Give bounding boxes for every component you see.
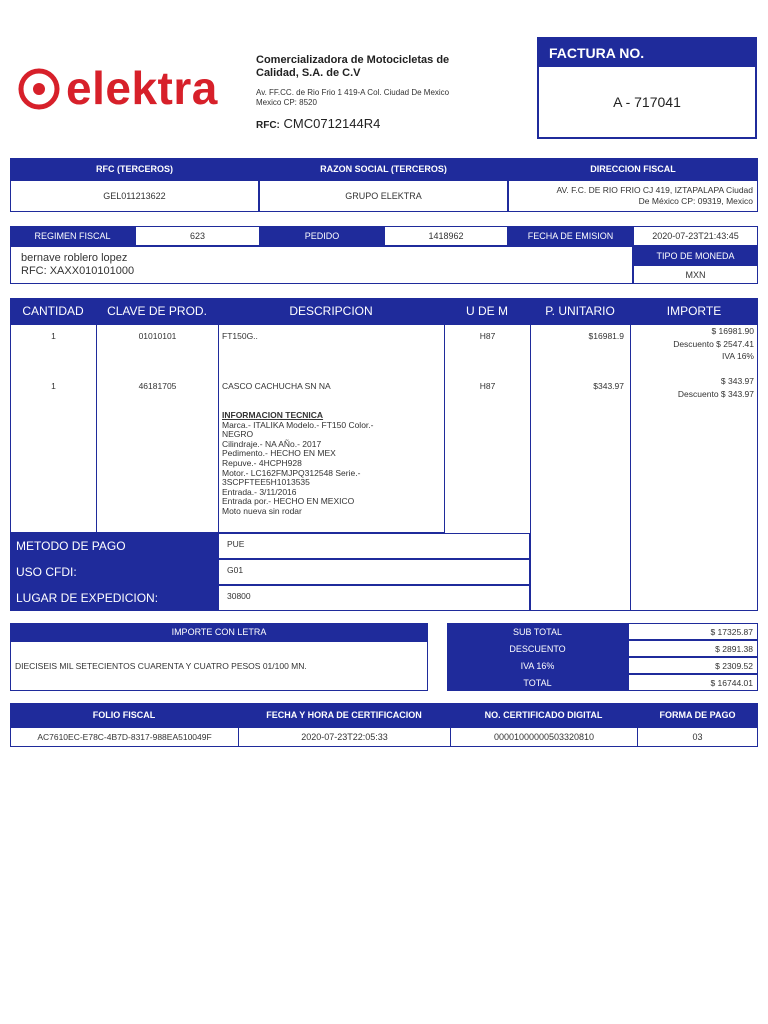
row1-descuento: Descuento $ 2547.41: [673, 338, 754, 349]
lugar-expedicion-value: 30800: [218, 585, 530, 611]
header-fecha-certificacion: FECHA Y HORA DE CERTIFICACION: [238, 703, 450, 727]
company-rfc-label: RFC:: [256, 120, 280, 131]
razon-social-value: GRUPO ELEKTRA: [259, 180, 508, 212]
direccion-line2: De México CP: 09319, Mexico: [638, 196, 753, 206]
row2-unitario: $343.97: [593, 381, 624, 391]
company-address-line1: Av. FF.CC. de Rio Frio 1 419-A Col. Ciudad De Mexico: [256, 88, 450, 97]
col-importe: [630, 324, 758, 611]
company-name-line2: Calidad, S.A. de C.V: [256, 67, 361, 79]
total-value: $ 16744.01: [628, 674, 758, 691]
tech-line: Marca.- ITALIKA Modelo.- FT150 Color.-: [222, 419, 374, 430]
total-label: TOTAL: [447, 674, 628, 691]
header-folio-fiscal: FOLIO FISCAL: [10, 703, 238, 727]
header-importe: IMPORTE: [666, 304, 722, 318]
metodo-pago-label: METODO DE PAGO: [10, 533, 218, 559]
row2-descripcion: CASCO CACHUCHA SN NA: [222, 381, 331, 391]
descuento-label: DESCUENTO: [447, 640, 628, 657]
header-descripcion: DESCRIPCION: [289, 304, 373, 318]
tech-line: Cilindraje.- NA AÑo.- 2017: [222, 438, 322, 449]
tech-line: Entrada.- 3/11/2016: [222, 486, 297, 497]
uso-cfdi-label: USO CFDI:: [10, 559, 218, 585]
metodo-pago-value: PUE: [218, 533, 530, 559]
invoice-title: FACTURA NO.: [539, 39, 755, 67]
row1-importe: [630, 325, 754, 363]
tech-line: Motor.- LC162FMJPQ312548 Serie.-: [222, 467, 361, 478]
row2-importe-value: $ 343.97: [720, 376, 754, 386]
header-cantidad: CANTIDAD: [22, 304, 84, 318]
tech-title: INFORMACION TECNICA: [222, 410, 324, 420]
subtotal-value: $ 17325.87: [628, 623, 758, 640]
brand-name: elektra: [66, 62, 218, 114]
tech-line: Pedimento.- HECHO EN MEX: [222, 448, 336, 459]
row1-cantidad: 1: [51, 331, 56, 341]
brand-logo: [16, 58, 241, 118]
row2-cantidad: 1: [51, 381, 56, 391]
row2-importe: [630, 375, 754, 400]
row1-clave: 01010101: [138, 331, 177, 341]
tech-line: Repuve.- 4HCPH928: [222, 457, 302, 468]
row1-iva: IVA 16%: [722, 351, 754, 361]
tech-line: 3SCPFTEE5H1013535: [222, 477, 310, 488]
header-udem: U DE M: [466, 304, 508, 318]
customer-name: bernave roblero lopez: [21, 252, 128, 264]
header-forma-pago: FORMA DE PAGO: [637, 703, 758, 727]
row1-importe-value: $ 16981.90: [711, 326, 754, 336]
pedido-value: 1418962: [384, 226, 508, 246]
col-clave: [96, 324, 219, 533]
direccion-fiscal-value: [508, 180, 758, 212]
company-name: [256, 54, 526, 80]
customer-box: [10, 246, 633, 284]
row1-udem: H87: [479, 331, 496, 341]
row1-unitario: $16981.9: [588, 331, 624, 341]
iva-label: IVA 16%: [447, 657, 628, 674]
elektra-swirl-icon: [16, 66, 62, 112]
folio-fiscal-value: AC7610EC-E78C-4B7D-8317-988EA510049F: [10, 727, 239, 747]
forma-pago-value: 03: [637, 727, 758, 747]
row2-udem: H87: [479, 381, 496, 391]
direccion-line1: AV. F.C. DE RIO FRIO CJ 419, IZTAPALAPA Ciudad: [556, 185, 753, 195]
header-direccion-fiscal: DIRECCION FISCAL: [508, 158, 758, 180]
fecha-emision-label: FECHA DE EMISION: [508, 226, 633, 246]
importe-letra-label: IMPORTE CON LETRA: [10, 623, 428, 641]
header-unitario: P. UNITARIO: [545, 304, 615, 318]
company-address-line2: Mexico CP: 8520: [256, 98, 317, 107]
fecha-emision-value: 2020-07-23T21:43:45: [633, 226, 758, 246]
company-rfc: [256, 116, 380, 131]
col-cantidad: [10, 324, 97, 533]
col-unitario: [530, 324, 631, 611]
header-razon-social: RAZON SOCIAL (TERCEROS): [259, 158, 508, 180]
fecha-certificacion-value: 2020-07-23T22:05:33: [238, 727, 451, 747]
row1-descripcion: FT150G..: [222, 331, 258, 341]
tipo-moneda-label: TIPO DE MONEDA: [633, 246, 758, 265]
iva-value: $ 2309.52: [628, 657, 758, 674]
header-rfc-terceros: RFC (TERCEROS): [10, 158, 259, 180]
uso-cfdi-value: G01: [218, 559, 530, 585]
company-name-line1: Comercializadora de Motocicletas de: [256, 54, 450, 66]
regimen-label: REGIMEN FISCAL: [10, 226, 135, 246]
tech-line: NEGRO: [222, 429, 254, 440]
subtotal-label: SUB TOTAL: [447, 623, 628, 640]
company-rfc-value: CMC0712144R4: [283, 116, 381, 131]
items-header-row: [10, 298, 758, 324]
lugar-expedicion-label: LUGAR DE EXPEDICION:: [10, 585, 218, 611]
descuento-value: $ 2891.38: [628, 640, 758, 657]
header-clave: CLAVE DE PROD.: [107, 304, 207, 318]
header-certificado-digital: NO. CERTIFICADO DIGITAL: [450, 703, 637, 727]
certificado-digital-value: 00001000000503320810: [450, 727, 638, 747]
rfc-terceros-value: GEL011213622: [10, 180, 259, 212]
tipo-moneda-value: MXN: [633, 265, 758, 284]
tech-line: Entrada por.- HECHO EN MEXICO: [222, 496, 355, 507]
customer-rfc: RFC: XAXX010101000: [21, 265, 135, 277]
regimen-value: 623: [135, 226, 260, 246]
invoice-box: [537, 37, 757, 139]
pedido-label: PEDIDO: [260, 226, 384, 246]
invoice-number: A - 717041: [613, 94, 681, 110]
row2-descuento: Descuento $ 343.97: [677, 388, 754, 399]
importe-letra-value: DIECISEIS MIL SETECIENTOS CUARENTA Y CUATRO PESOS 01/100 MN.: [10, 641, 428, 691]
company-address: [256, 88, 526, 108]
technical-info: [222, 411, 442, 517]
tech-line: Moto nueva sin rodar: [222, 505, 302, 516]
row2-clave: 46181705: [138, 381, 177, 391]
